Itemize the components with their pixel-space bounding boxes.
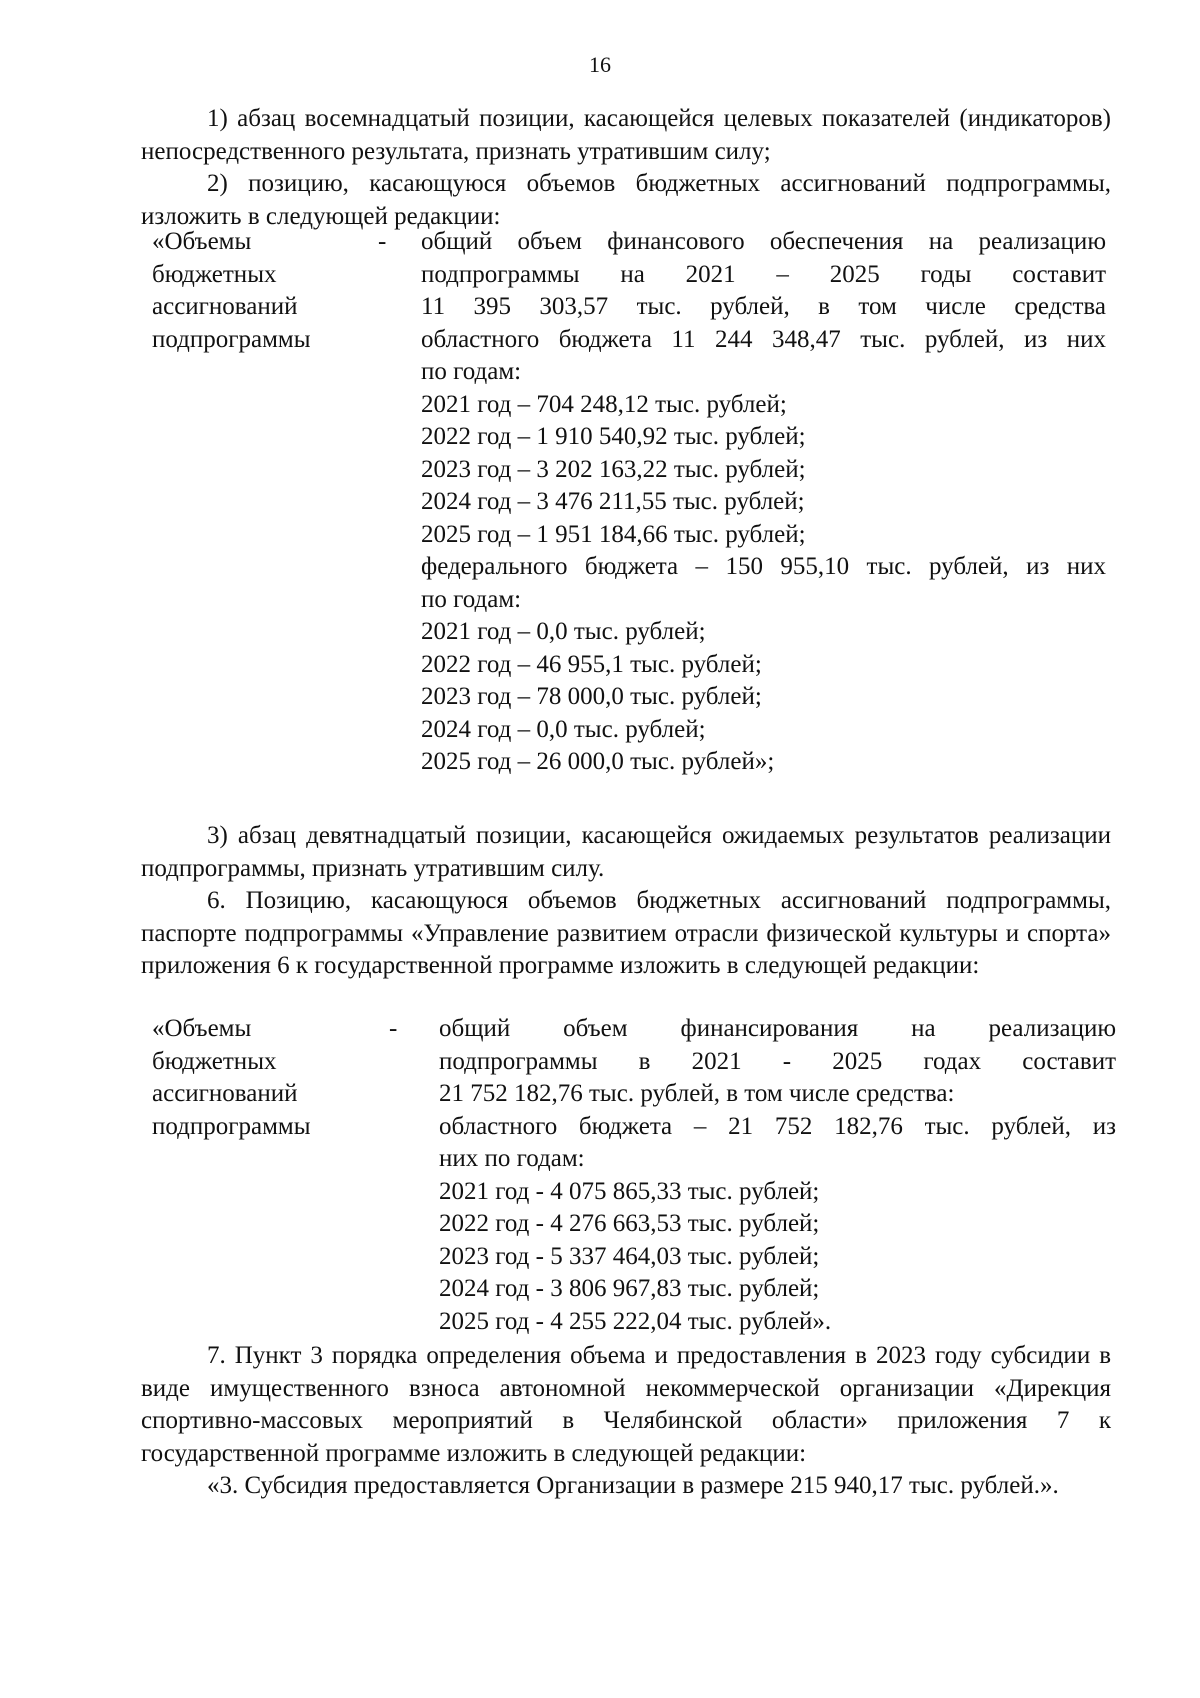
- value-line: по годам:: [421, 358, 522, 385]
- label-line: подпрограммы: [152, 1112, 311, 1140]
- label-line: бюджетных: [152, 1047, 277, 1075]
- value-line: 2021 год – 704 248,12 тыс. рублей;: [421, 390, 787, 418]
- label-line: «Объемы: [152, 228, 252, 255]
- value-line: по годам:: [421, 585, 522, 613]
- value-line: общий объем финансирования на реализацию: [439, 1015, 1116, 1042]
- value-line: областного бюджета – 21 752 182,76 тыс. рублей, из: [439, 1112, 1116, 1140]
- value-line: 2024 год – 0,0 тыс. рублей;: [421, 715, 706, 743]
- budget-table-2-value: [439, 1013, 1116, 1338]
- value-line: 2022 год – 46 955,1 тыс. рублей;: [421, 650, 762, 678]
- value-line: 21 752 182,76 тыс. рублей, в том числе средства:: [439, 1080, 955, 1107]
- value-line: 2025 год – 26 000,0 тыс. рублей»;: [421, 748, 775, 775]
- paragraph-item-3: 3) абзац девятнадцатый позиции, касающейся ожидаемых результатов реализации подпрограммы, признать утратившим силу.: [141, 822, 1111, 882]
- value-line: 2023 год – 78 000,0 тыс. рублей;: [421, 683, 762, 710]
- value-line: подпрограммы на 2021 – 2025 годы составит: [421, 260, 1106, 288]
- value-line: подпрограммы в 2021 - 2025 годах составит: [439, 1047, 1116, 1075]
- budget-table-2-label: [152, 1013, 352, 1143]
- closing-section: [141, 1340, 1111, 1503]
- label-line: ассигнований: [152, 1080, 298, 1107]
- label-line: подпрограммы: [152, 325, 311, 353]
- intro-section: [141, 103, 1111, 233]
- value-line: областного бюджета 11 244 348,47 тыс. рублей, из них: [421, 325, 1106, 353]
- value-line: общий объем финансового обеспечения на реализацию: [421, 228, 1106, 255]
- budget-table-1-label: [152, 226, 352, 356]
- paragraph-item-1: 1) абзац восемнадцатый позиции, касающейся целевых показателей (индикаторов) непосредственного результата, признать утратившим силу;: [141, 105, 1111, 165]
- value-line: федерального бюджета – 150 955,10 тыс. рублей, из них: [421, 553, 1106, 580]
- label-line: «Объемы: [152, 1015, 252, 1042]
- value-line: 2023 год - 5 337 464,03 тыс. рублей;: [439, 1242, 820, 1270]
- label-line: ассигнований: [152, 293, 298, 320]
- paragraph-item-6: 6. Позицию, касающуюся объемов бюджетных ассигнований подпрограммы, паспорте подпрограммы «Управление развитием отрасли физической культуры и спорта» приложения 6 к государственной программе изложить в следующей редакции:: [141, 887, 1111, 979]
- value-line: 2025 год – 1 951 184,66 тыс. рублей;: [421, 520, 806, 548]
- label-line: бюджетных: [152, 260, 277, 288]
- middle-section: [141, 820, 1111, 983]
- value-line: 2025 год - 4 255 222,04 тыс. рублей».: [439, 1307, 832, 1335]
- value-line: 2022 год - 4 276 663,53 тыс. рублей;: [439, 1210, 820, 1237]
- value-line: 11 395 303,57 тыс. рублей, в том числе средства: [421, 293, 1106, 320]
- value-line: 2021 год - 4 075 865,33 тыс. рублей;: [439, 1177, 820, 1205]
- budget-table-1-value: [421, 226, 1106, 779]
- separator-dash: -: [389, 1015, 398, 1042]
- value-line: 2024 год – 3 476 211,55 тыс. рублей;: [421, 488, 805, 515]
- value-line: них по годам:: [439, 1145, 585, 1172]
- paragraph-item-7: 7. Пункт 3 порядка определения объема и предоставления в 2023 году субсидии в виде имущественного взноса автономной некоммерческой организации «Дирекция спортивно-массовых мероприятий в Челябинской области» приложения 7 к государственной программе изложить в следующей редакции:: [141, 1342, 1111, 1467]
- value-line: 2024 год - 3 806 967,83 тыс. рублей;: [439, 1275, 820, 1302]
- value-line: 2022 год – 1 910 540,92 тыс. рублей;: [421, 423, 806, 450]
- value-line: 2021 год – 0,0 тыс. рублей;: [421, 618, 706, 645]
- value-line: 2023 год – 3 202 163,22 тыс. рублей;: [421, 455, 806, 483]
- page-number: 16: [589, 52, 611, 77]
- separator-dash: -: [378, 228, 387, 255]
- paragraph-item-2: 2) позицию, касающуюся объемов бюджетных ассигнований подпрограммы, изложить в следующей редакции:: [141, 170, 1111, 230]
- paragraph-quote: «3. Субсидия предоставляется Организации в размере 215 940,17 тыс. рублей.».: [207, 1472, 1059, 1499]
